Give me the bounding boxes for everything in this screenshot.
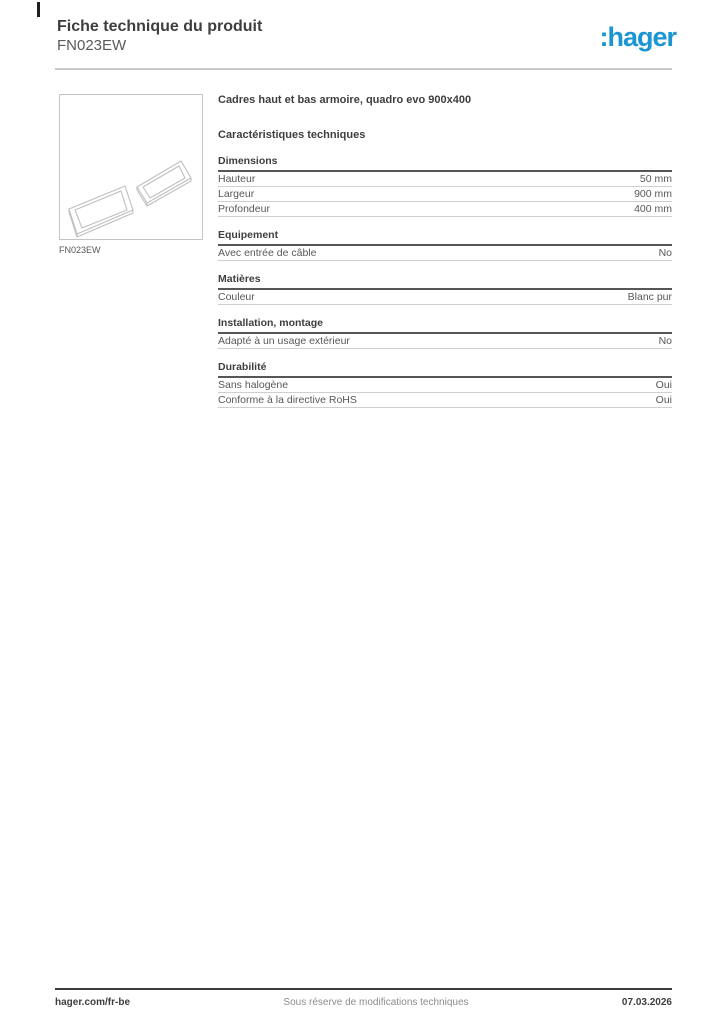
product-image bbox=[59, 94, 203, 240]
spec-label: Adapté à un usage extérieur bbox=[218, 335, 350, 347]
specifications-panel bbox=[218, 94, 672, 408]
spec-section bbox=[218, 229, 672, 261]
spec-section bbox=[218, 361, 672, 408]
spec-value: Oui bbox=[655, 394, 672, 406]
page-header bbox=[57, 17, 262, 55]
footer-date: 07.03.2026 bbox=[621, 997, 672, 1008]
spec-value: Oui bbox=[655, 379, 672, 391]
spec-section bbox=[218, 317, 672, 349]
spec-value: Blanc pur bbox=[627, 291, 672, 303]
spec-label: Hauteur bbox=[218, 173, 256, 185]
spec-row bbox=[218, 290, 672, 305]
spec-label: Conforme à la directive RoHS bbox=[218, 394, 357, 406]
spec-section-title: Durabilité bbox=[218, 361, 672, 378]
spec-row bbox=[218, 393, 672, 408]
print-crop-mark bbox=[37, 2, 40, 17]
footer-disclaimer: Sous réserve de modifications techniques bbox=[283, 997, 469, 1008]
spec-value: 900 mm bbox=[634, 188, 672, 200]
spec-label: Sans halogène bbox=[218, 379, 289, 391]
spec-section-title: Installation, montage bbox=[218, 317, 672, 334]
spec-section-title: Matières bbox=[218, 273, 672, 290]
spec-row bbox=[218, 378, 672, 393]
spec-section bbox=[218, 155, 672, 217]
spec-label: Profondeur bbox=[218, 203, 270, 215]
spec-value: 400 mm bbox=[634, 203, 672, 215]
spec-row bbox=[218, 187, 672, 202]
hager-logo: :hager bbox=[599, 22, 676, 52]
product-wireframe-icon bbox=[60, 95, 202, 239]
spec-label: Avec entrée de câble bbox=[218, 247, 317, 259]
spec-value: No bbox=[658, 247, 672, 259]
spec-value: 50 mm bbox=[639, 173, 672, 185]
header-divider bbox=[55, 68, 672, 70]
footer-divider bbox=[55, 988, 672, 990]
specs-heading: Caractéristiques techniques bbox=[218, 129, 366, 141]
product-image-caption: FN023EW bbox=[59, 245, 101, 255]
spec-section-title: Equipement bbox=[218, 229, 672, 246]
spec-section-title: Dimensions bbox=[218, 155, 672, 172]
spec-label: Couleur bbox=[218, 291, 255, 303]
product-name: Cadres haut et bas armoire, quadro evo 900x400 bbox=[218, 94, 472, 106]
spec-row bbox=[218, 172, 672, 187]
spec-row bbox=[218, 246, 672, 261]
spec-sections bbox=[218, 155, 672, 408]
spec-section bbox=[218, 273, 672, 305]
spec-value: No bbox=[658, 335, 672, 347]
spec-label: Largeur bbox=[218, 188, 255, 200]
page-footer bbox=[55, 997, 672, 1008]
footer-website-link[interactable]: hager.com/fr-be bbox=[55, 997, 131, 1008]
spec-row bbox=[218, 202, 672, 217]
product-reference: FN023EW bbox=[57, 37, 127, 54]
spec-row bbox=[218, 334, 672, 349]
page-title: Fiche technique du produit bbox=[57, 18, 263, 35]
